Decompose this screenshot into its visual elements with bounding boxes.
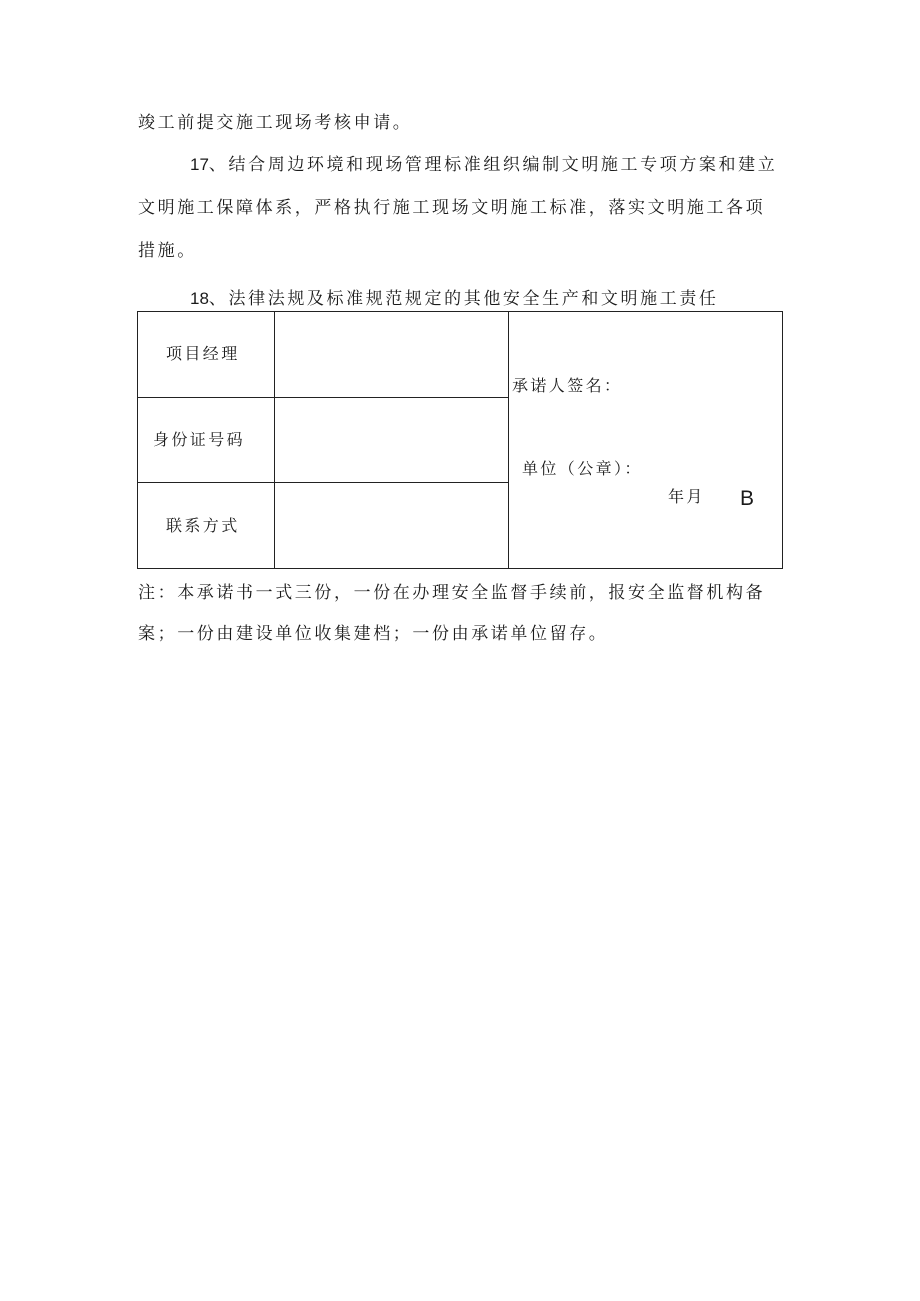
table-divider-value (508, 311, 509, 569)
item-17-line-1 (190, 153, 777, 177)
item-18-number: 18 (190, 289, 209, 308)
id-number-label: 身份证号码 (153, 430, 246, 449)
note-line-1: 注：本承诺书一式三份，一份在办理安全监督手续前，报安全监督机构备 (138, 583, 766, 603)
item-17-text-1: 、结合周边环境和现场管理标准组织编制文明施工专项方案和建立 (208, 155, 778, 175)
item-18-text: 、法律法规及标准规范规定的其他安全生产和文明施工责任 (208, 289, 719, 309)
note-line-2: 案；一份由建设单位收集建档；一份由承诺单位留存。 (138, 624, 609, 644)
table-row-divider-1 (137, 397, 509, 398)
date-label: 年月 (668, 487, 705, 506)
table-divider-label (274, 311, 275, 569)
signature-label: 承诺人签名： (512, 376, 623, 395)
contact-label: 联系方式 (166, 516, 240, 535)
id-number-value[interactable] (280, 404, 502, 476)
item-18-line (190, 287, 719, 311)
item-17-line-2: 文明施工保障体系，严格执行施工现场文明施工标准，落实文明施工各项 (138, 198, 766, 218)
project-manager-label: 项目经理 (166, 344, 240, 363)
unit-seal-label: 单位（公章）： (522, 459, 643, 478)
date-mark: B (740, 487, 755, 510)
item-17-line-3: 措施。 (138, 241, 197, 261)
contact-value[interactable] (280, 489, 502, 563)
project-manager-value[interactable] (280, 318, 502, 392)
table-row-divider-2 (137, 482, 509, 483)
item-17-number: 17 (190, 155, 209, 174)
paragraph-line-1: 竣工前提交施工现场考核申请。 (138, 113, 413, 133)
